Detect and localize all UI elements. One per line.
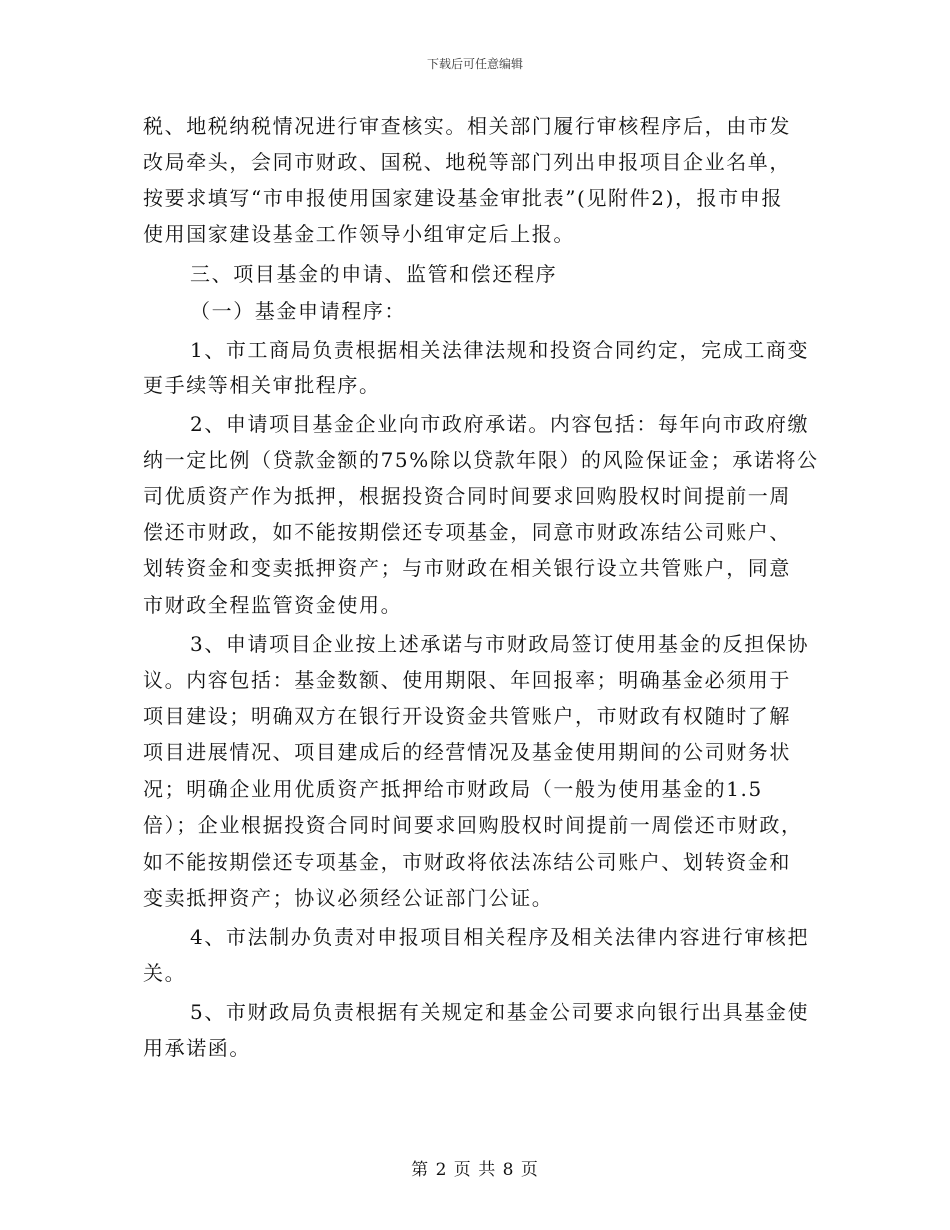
body-line: 3、申请项目企业按上述承诺与市财政局签订使用基金的反担保协 [190, 632, 810, 656]
body-line: 4、市法制办负责对申报项目相关程序及相关法律内容进行审核把 [190, 925, 810, 949]
body-line: 1、市工商局负责根据相关法律法规和投资合同约定，完成工商变 [190, 338, 810, 362]
subsection-heading: （一）基金申请程序： [190, 299, 406, 323]
header-note: 下载后可任意编辑 [426, 57, 523, 71]
body-line: 如不能按期偿还专项基金，市财政将依法冻结公司账户、划转资金和 [143, 850, 791, 874]
body-line: 划转资金和变卖抵押资产；与市财政在相关银行设立共管账户，同意 [143, 556, 791, 580]
page-number: 第 2 页 共 8 页 [411, 1160, 539, 1180]
body-line: 2、申请项目基金企业向市政府承诺。内容包括：每年向市政府缴 [190, 412, 810, 436]
body-line: 使用国家建设基金工作领导小组审定后上报。 [143, 222, 575, 246]
body-line: 市财政全程监管资金使用。 [143, 593, 403, 617]
body-line: 税、地税纳税情况进行审查核实。相关部门履行审核程序后，由市发 [143, 114, 791, 138]
body-line: 纳一定比例（贷款金额的75%除以贷款年限）的风险保证金；承诺将公 [143, 448, 819, 472]
body-line: 倍）；企业根据投资合同时间要求回购股权时间提前一周偿还市财政， [143, 813, 803, 837]
body-line: 更手续等相关审批程序。 [143, 373, 381, 397]
section-heading: 三、项目基金的申请、监管和偿还程序 [190, 262, 558, 286]
body-line: 变卖抵押资产；协议必须经公证部门公证。 [143, 886, 554, 910]
body-line: 改局牵头，会同市财政、国税、地税等部门列出申报项目企业名单， [143, 150, 791, 174]
body-line: 司优质资产作为抵押，根据投资合同时间要求回购股权时间提前一周 [143, 484, 791, 508]
body-line: 按要求填写“市申报使用国家建设基金审批表”(见附件2)，报市申报 [143, 186, 783, 210]
body-line: 偿还市财政，如不能按期偿还专项基金，同意市财政冻结公司账户、 [143, 520, 791, 544]
body-line: 5、市财政局负责根据有关规定和基金公司要求向银行出具基金使 [190, 1000, 810, 1024]
body-line: 议。内容包括：基金数额、使用期限、年回报率；明确基金必须用于 [143, 668, 791, 692]
body-line: 况；明确企业用优质资产抵押给市财政局（一般为使用基金的1.5 [143, 777, 763, 801]
body-line: 关。 [143, 961, 187, 985]
body-line: 项目进展情况、项目建成后的经营情况及基金使用期间的公司财务状 [143, 740, 791, 764]
body-line: 用承诺函。 [143, 1036, 251, 1060]
body-line: 项目建设；明确双方在银行开设资金共管账户，市财政有权随时了解 [143, 704, 791, 728]
